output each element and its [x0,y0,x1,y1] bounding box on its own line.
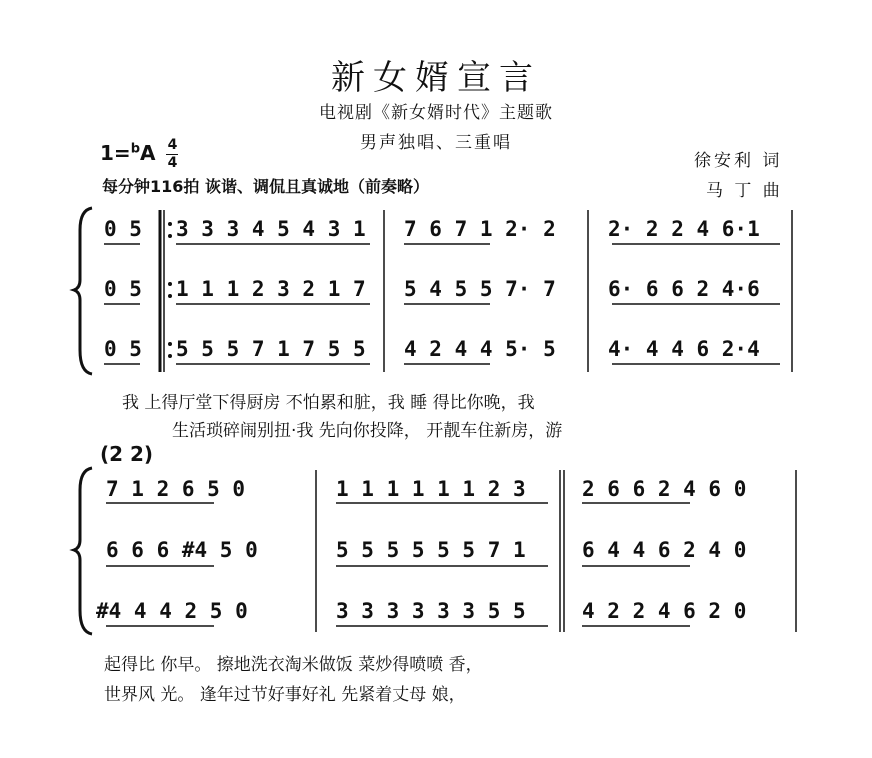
s1-staff3-measure3: 4· 4 4 6 2·4 [608,337,760,361]
s2-staff3-measure1: #4 4 4 2 5 0 [96,599,248,623]
time-signature: $\frac{4}{4}$ [167,137,178,171]
tempo-marking: 每分钟116拍 诙谐、调侃且真诚地（前奏略） [102,177,429,196]
s2-staff2-measure2: 5 5 5 5 5 5 7 1 [336,538,526,562]
song-performers: 男声独唱、三重唱 [360,133,512,153]
s1-staff2-measure2: 5 4 5 5 7· 7 [404,277,556,301]
repeat-note: (2 2) [100,442,154,466]
s1-staff3-pickup: 0 5 [104,337,142,361]
song-title: 新女婿宣言 [331,58,541,98]
s1-staff1-measure1: 3 3 3 4 5 4 3 1 [176,217,366,241]
s2-staff1-measure1: 7 1 2 6 5 0 [106,477,246,501]
song-subtitle: 电视剧《新女婿时代》主题歌 [319,103,553,123]
s1-staff3-measure1: 5 5 5 7 1 7 5 5 [176,337,366,361]
s2-staff1-measure3: 2 6 6 2 4 6 0 [582,477,747,501]
s2-lyric-verse1: 起得比 你早。 擦地洗衣淘米做饭 菜炒得喷喷 香， [104,655,483,675]
s1-staff1-measure2: 7 6 7 1 2· 2 [404,217,556,241]
composer-credit: 马 丁 曲 [706,181,783,201]
s1-staff3-measure2: 4 2 4 4 5· 5 [404,337,556,361]
s1-staff2-measure3: 6· 6 6 2 4·6 [608,277,760,301]
s1-staff1-pickup: 0 5 [104,217,142,241]
s1-lyric-verse2: 生活琐碎闹别扭·我 先向你投降， 开靓车住新房，游 [172,421,563,441]
key-signature: 1=$^b$A $\frac{4}{4}$ [100,137,178,171]
s2-staff3-measure3: 4 2 2 4 6 2 0 [582,599,747,623]
lyricist-credit: 徐安利 词 [694,151,783,171]
s2-staff2-measure3: 6 4 4 6 2 4 0 [582,538,747,562]
s1-staff2-pickup: 0 5 [104,277,142,301]
s2-staff2-measure1: 6 6 6 #4 5 0 [106,538,258,562]
s2-staff1-measure2: 1 1 1 1 1 1 2 3 [336,477,526,501]
s2-staff3-measure2: 3 3 3 3 3 3 5 5 [336,599,526,623]
s1-lyric-verse1: 我 上得厅堂下得厨房 不怕累和脏，我 睡 得比你晚，我 [122,393,535,413]
s1-staff2-measure1: 1 1 1 2 3 2 1 7 [176,277,366,301]
s2-lyric-verse2: 世界风 光。 逢年过节好事好礼 先紧着丈母 娘， [104,685,466,705]
s1-staff1-measure3: 2· 2 2 4 6·1 [608,217,760,241]
